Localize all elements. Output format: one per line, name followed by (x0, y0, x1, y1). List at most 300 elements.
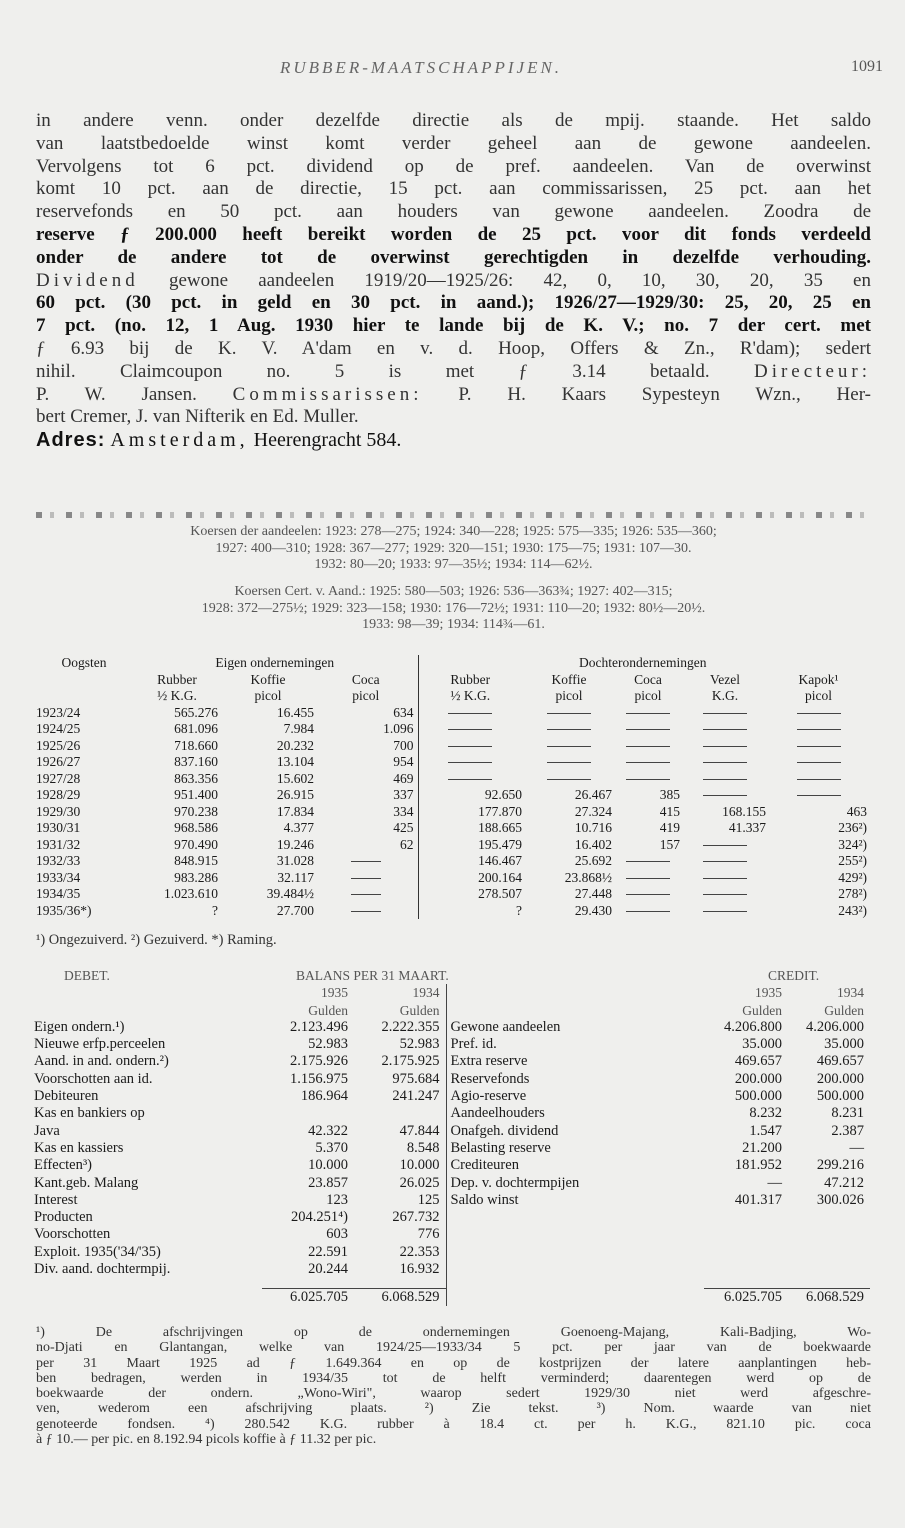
balance-row (30, 1053, 870, 1070)
harvest-year: 1926/27 (36, 754, 81, 769)
table-cell: 1.023.610 (164, 886, 218, 901)
balance-row (30, 1088, 870, 1105)
table-cell: 23.868½ (564, 869, 612, 885)
dash-mark (703, 762, 747, 763)
dash-mark (626, 762, 670, 763)
table-cell: 278²) (838, 886, 867, 901)
ornamental-divider (36, 512, 871, 518)
debet-item: Div. aand. dochtermpij. (34, 1261, 171, 1278)
credit-1934: 8.231 (831, 1105, 864, 1122)
debet-item: Aand. in and. ondern.²) (34, 1053, 169, 1070)
footnote-line: genoteerde fondsen. ⁴) 280.542 K.G. rubber à 18.4 ct. per h. K.G., 821.10 pic. coca (36, 1416, 871, 1432)
balance-row (30, 1192, 870, 1209)
credit-item: Gewone aandeelen (446, 1019, 704, 1036)
table-cell (684, 903, 770, 920)
debet-1934: 241.247 (392, 1088, 440, 1105)
text-line: van laatstbedoelde winst komt verder geheel aan de gewone aandeelen. (36, 132, 871, 154)
table-cell (684, 870, 770, 887)
harvest-year: 1931/32 (36, 836, 81, 852)
harvest-year: 1934/35 (36, 886, 81, 901)
balance-row (30, 1226, 870, 1243)
table-cell (616, 853, 684, 870)
debet-1935: 22.591 (308, 1243, 348, 1260)
table-cell: 27.700 (276, 902, 314, 918)
table-cell (318, 853, 418, 870)
text-line: reserve ƒ 200.000 heeft bereikt worden de 25 pct. voor dit fonds verdeeld (36, 223, 871, 245)
harvest-year: 1929/30 (36, 803, 81, 819)
dash-mark (797, 746, 841, 747)
table-cell (684, 787, 770, 804)
balance-row (30, 1140, 870, 1157)
table-cell: 848.915 (174, 853, 218, 868)
credit-1935: 181.952 (734, 1157, 782, 1174)
dash-mark (703, 779, 747, 780)
table-cell: 415 (659, 803, 680, 819)
debet-item: Exploit. 1935('34/'35) (34, 1243, 161, 1260)
column-header: picol (254, 688, 282, 703)
text-line: onder de andere tot de overwinst gerechtigden in dezelfde verhouding. (36, 246, 871, 268)
table-cell (616, 870, 684, 887)
credit-1934: 47.212 (824, 1174, 864, 1191)
table-cell: 565.276 (174, 704, 218, 720)
credit-1935: 1.547 (749, 1122, 782, 1139)
table-row (36, 754, 871, 771)
dash-mark (547, 779, 591, 780)
empty (446, 1226, 704, 1243)
table-cell (418, 754, 526, 771)
table-cell: 983.286 (174, 869, 218, 885)
table-cell: 25.692 (574, 853, 612, 868)
table-cell: 200.164 (418, 870, 526, 887)
credit-1935: 35.000 (742, 1036, 782, 1053)
commissarissen-line (36, 384, 871, 407)
table-cell: 27.448 (574, 886, 612, 901)
debet-1934 (354, 1105, 446, 1122)
footnote-line: ven, wederom een afschrijving plaats. ²) Zie tekst. ³) Nom. waarde van niet (36, 1401, 871, 1417)
debet-1935: 20.244 (308, 1261, 348, 1278)
harvest-year: 1924/25 (36, 721, 81, 736)
table-cell: 16.402 (574, 836, 612, 852)
debet-item: Voorschotten (34, 1226, 111, 1243)
empty (30, 1288, 262, 1306)
directeur-line (36, 361, 871, 384)
balance-row (30, 1019, 870, 1036)
table-cell: 19.246 (276, 836, 314, 852)
table-cell (770, 705, 871, 722)
table-cell: 4.377 (283, 820, 314, 835)
unit-label: Gulden (742, 1002, 782, 1018)
text-line: komt 10 pct. aan de directie, 15 pct. aan commissarissen, 25 pct. aan het (36, 178, 871, 200)
text-span: nihil. Claimcoupon no. 5 is met ƒ 3.14 betaald. (36, 360, 754, 382)
dash-mark (703, 894, 747, 895)
empty (446, 1288, 704, 1306)
dash-mark (448, 746, 492, 747)
table-cell: 681.096 (174, 721, 218, 736)
table-cell: 1.096 (383, 721, 414, 736)
table-cell: 278.507 (418, 886, 526, 903)
empty (704, 1226, 788, 1243)
debet-1935: 42.322 (308, 1122, 348, 1139)
credit-1935: 500.000 (734, 1088, 782, 1105)
credit-1934: 500.000 (816, 1088, 864, 1105)
balance-row (30, 1157, 870, 1174)
year-1934: 1934 (412, 985, 440, 1001)
table-cell: 41.337 (728, 820, 766, 835)
credit-label: CREDIT. (768, 968, 820, 983)
dochter-title: Dochterondernemingen (418, 655, 871, 672)
table-row (36, 721, 871, 738)
empty (446, 1244, 704, 1261)
table-cell: 954 (393, 754, 414, 769)
credit-item: Pref. id. (446, 1036, 704, 1053)
table-cell (318, 886, 418, 903)
table-row (36, 705, 871, 722)
credit-1934: 469.657 (816, 1053, 864, 1070)
table-cell (616, 754, 684, 771)
year-1935: 1935 (321, 985, 348, 1001)
table-cell: 243²) (838, 902, 867, 918)
table-cell (418, 705, 526, 722)
table-cell (684, 771, 770, 788)
page-header (0, 58, 905, 82)
col-oogsten: Oogsten (61, 655, 107, 670)
table-cell: 324²) (838, 836, 867, 852)
credit-1935: 200.000 (734, 1070, 782, 1087)
column-header: picol (805, 688, 832, 703)
credit-1934: 4.206.000 (806, 1018, 864, 1035)
table-cell: 718.660 (174, 737, 218, 753)
table-cell (770, 738, 871, 755)
table-cell (684, 738, 770, 755)
credit-1935: 4.206.800 (724, 1018, 782, 1035)
table-cell (616, 886, 684, 903)
unit-label: Gulden (308, 1002, 348, 1018)
table-cell (526, 754, 616, 771)
dash-mark (351, 878, 381, 879)
table-cell (418, 771, 526, 788)
harvest-year: 1933/34 (36, 869, 81, 885)
empty (704, 1244, 788, 1261)
table-cell (616, 738, 684, 755)
table-cell: 32.117 (277, 869, 314, 885)
text-span: P. W. Jansen. (36, 383, 233, 405)
column-header: Rubber (418, 672, 526, 689)
text-line: ƒ 6.93 bij de K. V. A'dam en v. d. Hoop, Offers & Zn., R'dam); sedert (36, 337, 871, 359)
column-header: Coca (351, 671, 380, 687)
dash-mark (351, 911, 381, 912)
text-line: 60 pct. (30 pct. in geld en 30 pct. in aand.); 1926/27—1929/30: 25, 20, 25 en (36, 292, 871, 314)
table-cell: 337 (393, 787, 414, 802)
table-cell: 16.455 (276, 704, 314, 720)
dash-mark (626, 729, 670, 730)
dash-mark (797, 713, 841, 714)
credit-1934: 299.216 (816, 1157, 864, 1174)
column-header: K.G. (711, 688, 739, 703)
adres-line (36, 429, 871, 452)
balance-row (30, 1105, 870, 1122)
table-cell: 970.238 (174, 803, 218, 819)
empty (704, 1261, 788, 1278)
table-cell: 425 (393, 820, 414, 835)
table-cell: ? (418, 903, 526, 920)
debet-1935: 52.983 (308, 1036, 348, 1053)
table-cell: 146.467 (418, 853, 526, 870)
table-row (36, 886, 871, 903)
table-cell: 968.586 (174, 820, 218, 835)
balance-row (30, 1261, 870, 1278)
table-row (36, 771, 871, 788)
harvest-year: 1935/36*) (36, 902, 92, 918)
debet-1935: 603 (326, 1226, 348, 1243)
dash-mark (351, 861, 381, 862)
table-cell: 177.870 (418, 804, 526, 821)
table-row (36, 820, 871, 837)
debet-1935: 10.000 (308, 1157, 348, 1174)
table-cell: 92.650 (418, 787, 526, 804)
column-header: Koffie (551, 671, 587, 687)
commissarissen-label: Commissarissen: (232, 383, 423, 405)
dividend-line (36, 270, 871, 293)
table-cell (770, 771, 871, 788)
table-cell (526, 771, 616, 788)
footnote-line: per 31 Maart 1925 ad ƒ 1.649.364 en op de kostprijzen der latere aanplantingen heb- (36, 1355, 871, 1371)
dash-mark (547, 729, 591, 730)
table-cell (526, 738, 616, 755)
dash-mark (448, 729, 492, 730)
balance-row (30, 1036, 870, 1053)
debet-total-1934: 6.068.529 (354, 1288, 446, 1306)
credit-1934: 35.000 (824, 1036, 864, 1053)
dash-mark (626, 746, 670, 747)
table-cell: 863.356 (174, 770, 218, 786)
debet-item: Debiteuren (34, 1088, 99, 1105)
koers-line: Koersen Cert. v. Aand.: 1925: 580—503; 1926: 536—363¾; 1927: 402—315; (234, 584, 673, 599)
adres-label: Adres: (36, 429, 106, 452)
column-header: Vezel (710, 671, 740, 687)
koersen-aandeelen (36, 524, 871, 574)
production-table (36, 655, 871, 919)
dash-mark (351, 894, 381, 895)
dash-mark (703, 845, 747, 846)
table-cell (526, 705, 616, 722)
credit-1934: 200.000 (816, 1070, 864, 1087)
table-row (36, 903, 871, 920)
debet-item: Voorschotten aan id. (34, 1070, 153, 1087)
table-cell: 195.479 (418, 837, 526, 854)
footnote-line: ben bedragen, werden in 1934/35 tot de helft verminderd; daarentegen werd op de (36, 1370, 871, 1386)
table-cell: 62 (400, 836, 414, 852)
text-line: 7 pct. (no. 12, 1 Aug. 1930 hier te lande bij de K. V.; no. 7 der cert. met (36, 315, 871, 337)
dash-mark (703, 795, 747, 796)
dash-mark (626, 894, 670, 895)
dash-mark (703, 861, 747, 862)
credit-item: Dep. v. dochtermpijen (446, 1175, 704, 1192)
debet-total-1935: 6.025.705 (262, 1288, 354, 1306)
debet-1935: 2.123.496 (290, 1018, 348, 1035)
debet-item: Interest (34, 1191, 78, 1208)
debet-1935: 2.175.926 (290, 1053, 348, 1070)
table-cell: 26.915 (276, 787, 314, 802)
credit-1934: — (849, 1139, 864, 1156)
table-cell (684, 853, 770, 870)
table-cell (684, 721, 770, 738)
credit-1935: — (767, 1174, 782, 1191)
dash-mark (797, 795, 841, 796)
footnote-line: à ƒ 10.— per pic. en 8.192.94 picols koffie à ƒ 11.32 per pic. (36, 1432, 377, 1448)
column-header: picol (352, 688, 380, 703)
table-cell (684, 754, 770, 771)
table-cell: 188.665 (418, 820, 526, 837)
table-cell: 469 (393, 770, 414, 786)
debet-item: Producten (34, 1209, 93, 1226)
table-row (36, 870, 871, 887)
table-cell: 31.028 (276, 853, 314, 868)
dash-mark (626, 713, 670, 714)
balance-row (30, 1175, 870, 1192)
debet-1935: 23.857 (308, 1174, 348, 1191)
text-line: bert Cremer, J. van Nifterik en Ed. Muller. (36, 406, 359, 428)
dash-mark (797, 762, 841, 763)
column-header: ½ K.G. (157, 688, 197, 703)
debet-1934: 267.732 (392, 1209, 440, 1226)
footnote-line: no-Djati en Glantangan, welke van 1924/25—1933/34 5 pct. per jaar van de boekwaarde (36, 1340, 871, 1356)
credit-1934: 2.387 (831, 1122, 864, 1139)
table-cell: 7.984 (283, 721, 314, 736)
empty (788, 1226, 870, 1243)
debet-1935: 123 (326, 1191, 348, 1208)
text-line: in andere venn. onder dezelfde directie als de mpij. staande. Het saldo (36, 110, 871, 131)
credit-total-1934: 6.068.529 (788, 1288, 870, 1306)
table-row (36, 738, 871, 755)
empty (788, 1244, 870, 1261)
debet-1934: 10.000 (399, 1157, 440, 1174)
table-row (36, 837, 871, 854)
table-cell: 168.155 (722, 803, 766, 819)
column-header: Rubber (157, 671, 197, 687)
adres-street: Heerengracht 584. (253, 429, 402, 452)
table-cell: 634 (393, 704, 414, 720)
debet-1934: 47.844 (399, 1122, 440, 1139)
table-cell: 15.602 (276, 770, 314, 786)
table-cell (770, 787, 871, 804)
empty (446, 1209, 704, 1226)
balance-row (30, 1123, 870, 1140)
debet-item: Eigen ondern.¹) (34, 1018, 125, 1035)
dash-mark (703, 713, 747, 714)
debet-1934: 16.932 (399, 1261, 440, 1278)
credit-item: Agio-reserve (446, 1088, 704, 1105)
table-cell (616, 721, 684, 738)
credit-1935: 8.232 (749, 1105, 782, 1122)
table-cell: 27.324 (574, 803, 612, 819)
column-header: picol (634, 688, 662, 703)
table-cell: 334 (393, 803, 414, 819)
column-header: picol (555, 688, 583, 703)
empty (704, 1209, 788, 1226)
koersen-cert (36, 584, 871, 634)
harvest-year: 1925/26 (36, 737, 81, 753)
debet-1935: 186.964 (300, 1088, 348, 1105)
empty (446, 1261, 704, 1278)
table-cell: 236²) (838, 820, 867, 835)
directeur-label: Directeur: (753, 360, 871, 382)
credit-1934: 300.026 (816, 1191, 864, 1208)
table-cell: 26.467 (574, 787, 612, 802)
dash-mark (626, 861, 670, 862)
table-cell: 255²) (838, 853, 867, 868)
koers-line: 1927: 400—310; 1928: 367—277; 1929: 320—151; 1930: 175—75; 1931: 107—30. (215, 540, 692, 556)
table-cell: 951.400 (174, 787, 218, 802)
year-1934: 1934 (837, 985, 864, 1001)
koers-line: 1932: 80—20; 1933: 97—35½; 1934: 114—62½. (314, 557, 593, 572)
table-cell: 837.160 (174, 754, 218, 769)
debet-label: DEBET. (64, 968, 110, 983)
dividend-text: gewone aandeelen 1919/20—1925/26: 42, 0, 10, 30, 20, 35 en (138, 269, 871, 291)
adres-city: Amsterdam, (110, 429, 249, 452)
table-cell (318, 903, 418, 920)
text-line: reservefonds en 50 pct. aan houders van gewone aandeelen. Zoodra de (36, 201, 871, 223)
eigen-title: Eigen ondernemingen (215, 655, 335, 670)
table-cell (616, 705, 684, 722)
table-cell (770, 754, 871, 771)
harvest-year: 1927/28 (36, 770, 81, 786)
empty (788, 1261, 870, 1278)
debet-1935: 204.251⁴) (290, 1209, 348, 1226)
table-cell: 970.490 (174, 836, 218, 852)
table-cell (418, 721, 526, 738)
balans-title: BALANS PER 31 MAART. (296, 968, 449, 983)
table-cell: 429²) (838, 869, 867, 885)
credit-1935: 469.657 (734, 1053, 782, 1070)
unit-label: Gulden (399, 1002, 440, 1018)
page-number: 1091 (851, 58, 883, 75)
dash-mark (547, 762, 591, 763)
credit-1935: 21.200 (742, 1139, 782, 1156)
footnotes (36, 1325, 871, 1447)
table-cell: 20.232 (276, 737, 314, 753)
koers-line: Koersen der aandeelen: 1923: 278—275; 1924: 340—228; 1925: 575—335; 1926: 535—360; (190, 524, 717, 539)
debet-item: Nieuwe erfp.perceelen (34, 1036, 166, 1053)
dash-mark (626, 878, 670, 879)
production-footnote: ¹) Ongezuiverd. ²) Gezuiverd. *) Raming. (36, 932, 277, 948)
table-cell (616, 903, 684, 920)
dash-mark (626, 911, 670, 912)
credit-item: Crediteuren (446, 1157, 704, 1174)
table-cell: 157 (659, 836, 680, 852)
credit-1935: 401.317 (734, 1191, 782, 1208)
credit-item: Onafgeh. dividend (446, 1123, 704, 1140)
debet-1934: 26.025 (399, 1174, 440, 1191)
table-cell: 17.834 (276, 803, 314, 819)
dash-mark (448, 779, 492, 780)
credit-item: Aandeelhouders (446, 1105, 704, 1122)
debet-1934: 975.684 (392, 1070, 440, 1087)
totals-row (30, 1288, 870, 1306)
credit-item: Reservefonds (446, 1071, 704, 1088)
unit-label: Gulden (824, 1002, 864, 1018)
harvest-year: 1930/31 (36, 820, 81, 835)
table-cell (318, 870, 418, 887)
debet-1935 (262, 1105, 354, 1122)
table-cell: 10.716 (574, 820, 612, 835)
debet-1934: 125 (417, 1191, 440, 1208)
table-cell (684, 837, 770, 854)
dash-mark (703, 878, 747, 879)
debet-1934: 22.353 (399, 1243, 440, 1260)
dash-mark (703, 911, 747, 912)
table-cell (418, 738, 526, 755)
dash-mark (703, 729, 747, 730)
